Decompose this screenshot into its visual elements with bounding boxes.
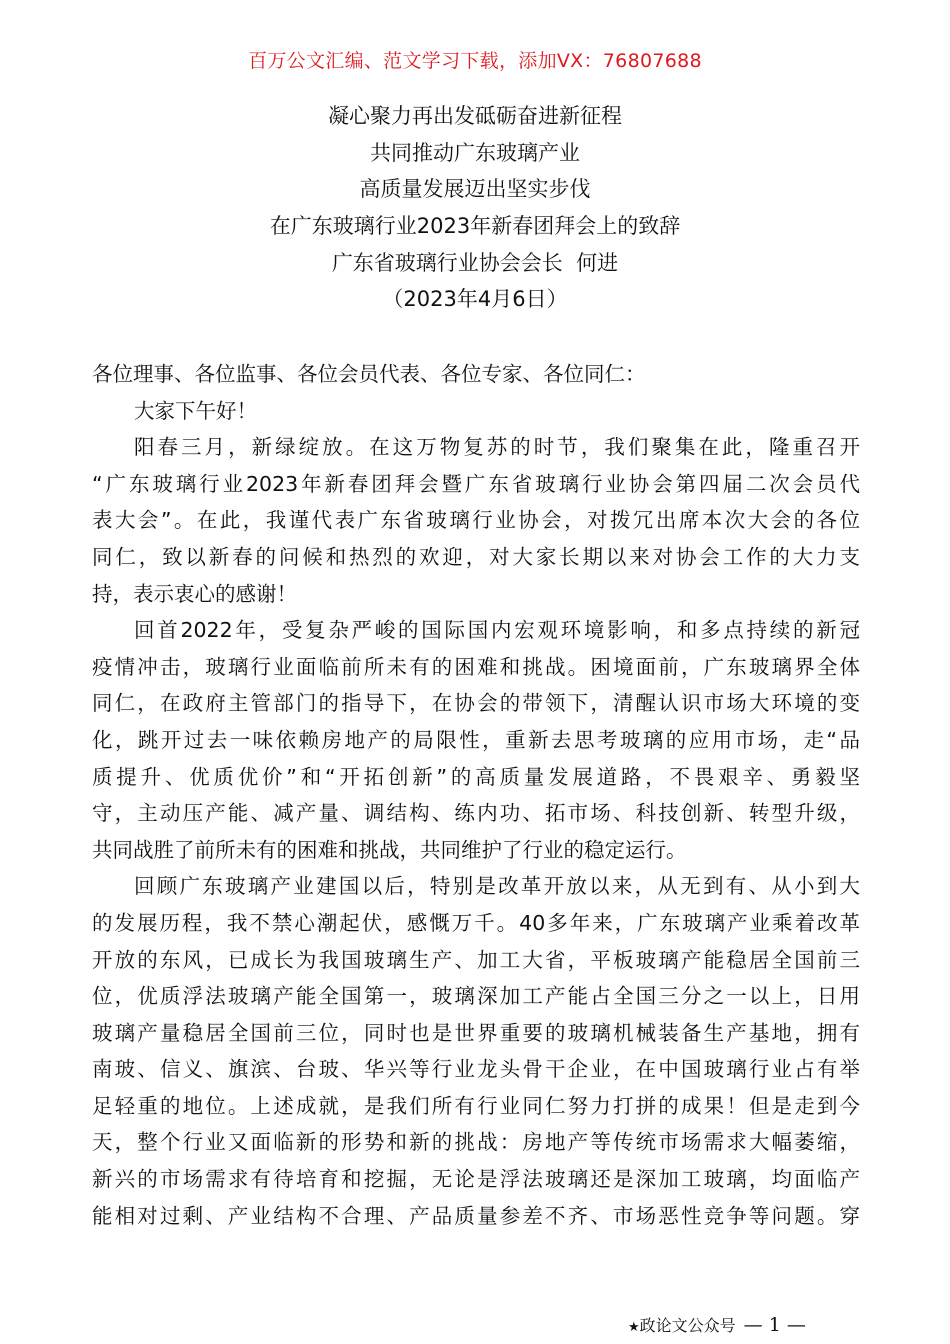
- text-line: “广东玻璃行业2023年新春团拜会暨广东省玻璃行业协会第四届二次会员代: [92, 471, 860, 496]
- text-line: 的发展历程，我不禁心潮起伏，感慨万千。40多年来，广东玻璃产业乘着改革: [92, 910, 860, 935]
- text-line: 阳春三月，新绿绽放。在这万物复苏的时节，我们聚集在此，隆重召开: [134, 435, 860, 460]
- date-line: （2023年4月6日）: [382, 287, 568, 312]
- paragraph-1: [92, 429, 860, 612]
- paragraph-3: [92, 868, 860, 1234]
- document-body: [92, 356, 860, 1234]
- text-line: 回顾广东玻璃产业建国以后，特别是改革开放以来，从无到有、从小到大: [134, 874, 860, 899]
- watermark-banner: 百万公文汇编、范文学习下载，添加VX：76807688: [248, 50, 702, 72]
- text-line: 同仁，致以新春的问候和热烈的欢迎，对大家长期以来对协会工作的大力支: [92, 544, 860, 569]
- text-line: 同仁，在政府主管部门的指导下，在协会的带领下，清醒认识市场大环境的变: [92, 691, 860, 716]
- text-line: 守，主动压产能、减产量、调结构、练内功、拓市场、科技创新、转型升级，: [92, 801, 860, 826]
- text-line: 玻璃产量稳居全国前三位，同时也是世界重要的玻璃机械装备生产基地，拥有: [92, 1020, 860, 1045]
- text-line: 足轻重的地位。上述成就，是我们所有行业同仁努力打拼的成果！但是走到今: [92, 1093, 860, 1118]
- text-line: 开放的东风，已成长为我国玻璃生产、加工大省，平板玻璃产能稳居全国前三: [92, 947, 860, 972]
- text-line: 疫情冲击，玻璃行业面临前所未有的困难和挑战。困境面前，广东玻璃界全体: [92, 654, 860, 679]
- text-line: 天，整个行业又面临新的形势和新的挑战：房地产等传统市场需求大幅萎缩，: [92, 1130, 860, 1155]
- title-line: 高质量发展迈出坚实步伐: [359, 177, 591, 202]
- text-line: 化，跳开过去一味依赖房地产的局限性，重新去思考玻璃的应用市场，走“品: [92, 727, 860, 752]
- subtitle-occasion: 在广东玻璃行业2023年新春团拜会上的致辞: [269, 214, 681, 239]
- title-line: 共同推动广东玻璃产业: [370, 140, 580, 165]
- page-number: — 1 —: [743, 1314, 806, 1336]
- text-line: 回首2022年，受复杂严峻的国际国内宏观环境影响，和多点持续的新冠: [134, 618, 860, 643]
- salutation: 各位理事、各位监事、各位会员代表、各位专家、各位同仁：: [92, 362, 646, 386]
- text-line: 南玻、信义、旗滨、台玻、华兴等行业龙头骨干企业，在中国玻璃行业占有举: [92, 1057, 860, 1082]
- paragraph-2: [92, 612, 860, 868]
- text-line: 新兴的市场需求有待培育和挖掘，无论是浮法玻璃还是深加工玻璃，均面临产: [92, 1167, 860, 1192]
- star-icon: ★: [628, 1320, 640, 1335]
- text-line: 位，优质浮法玻璃产能全国第一，玻璃深加工产能占全国三分之一以上，日用: [92, 984, 860, 1009]
- page-footer: [628, 1313, 806, 1336]
- speaker-line: 广东省玻璃行业协会会长 何进: [331, 250, 619, 275]
- text-line: 能相对过剩、产业结构不合理、产品质量参差不齐、市场恶性竞争等问题。穿: [92, 1203, 860, 1228]
- text-line: 共同战胜了前所未有的困难和挑战，共同维护了行业的稳定运行。: [92, 837, 687, 862]
- text-line: 质提升、优质优价”和“开拓创新”的高质量发展道路，不畏艰辛、勇毅坚: [92, 764, 860, 789]
- text-line: 表大会”。在此，我谨代表广东省玻璃行业协会，对拨冗出席本次大会的各位: [92, 508, 860, 533]
- text-line: 持，表示衷心的感谢！: [92, 581, 297, 606]
- title-line: 凝心聚力再出发砥砺奋进新征程: [328, 104, 622, 128]
- greeting: 大家下午好！: [134, 398, 257, 423]
- document-title-block: [0, 98, 950, 318]
- footer-source: 政论文公众号: [639, 1316, 736, 1335]
